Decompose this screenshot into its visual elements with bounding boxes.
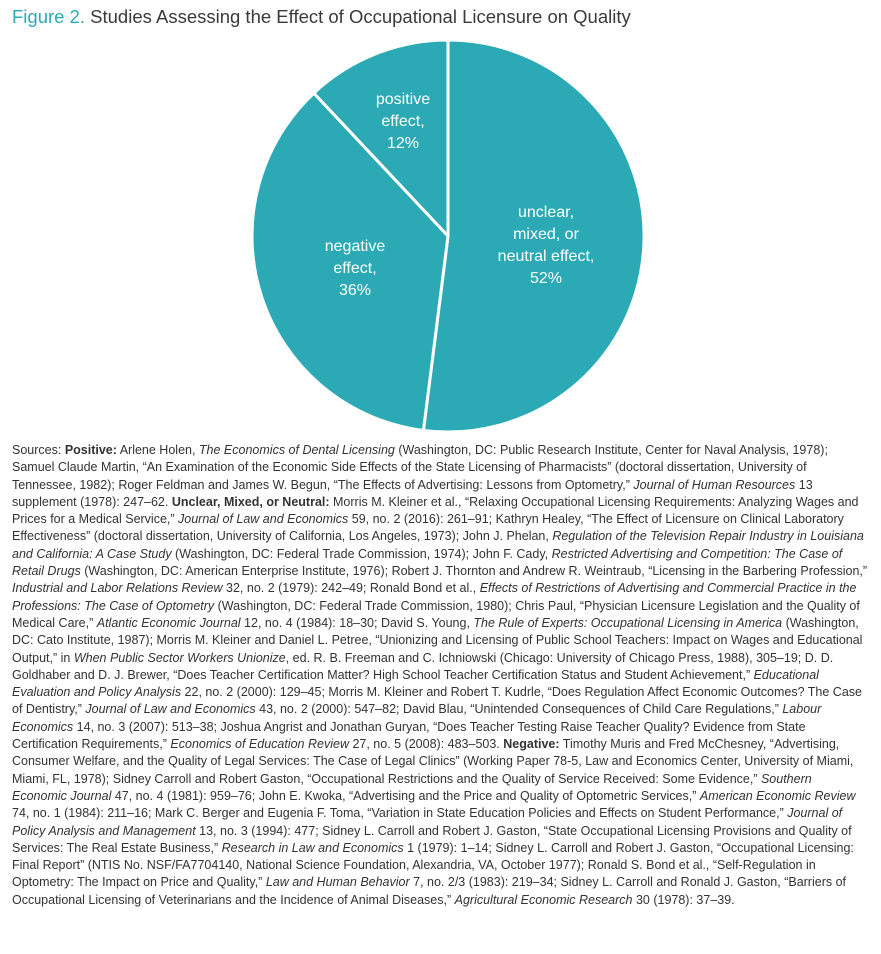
pie-slices [252,40,644,432]
pie-label-unclear: unclear, mixed, or neutral effect, 52% [497,204,595,287]
figure-label: Figure 2. [12,6,86,27]
sources-heading-unclear: Unclear, Mixed, or Neutral: [171,494,330,509]
sources-heading-positive: Positive: [64,443,117,457]
figure-title-text: Studies Assessing the Effect of Occupational Licensure on Quality [90,6,631,27]
sources-note: Sources: Positive: Arlene Holen, The Economics of Dental Licensing (Washington, DC: Public Research Institute, Center for Naval Analysis, 1978); Samuel Claude Martin, “An Examination of the Economic Side Effects of the State Licensing of Pharmacists” (doctoral dissertation, University of Tennessee, 1982); Roger Feldman and James W. Begun, “The Effects of Advertising: Lessons from Optometry,” Journal of Human Resources 13 supplement (1978): 247–62. Unclear, Mixed, or Neutral: Morris M. Kleiner et al., “Relaxing Occupational Licensing Requirements: Analyzing Wages and Prices for a Medical Service,” Journal of Law and Economics 59, no. 2 (2016): 261–91; Kathryn Healey, “The Effect of Licensure on Clinical Laboratory Effectiveness” (doctoral dissertation, University of California, Los Angeles, 1973); John J. Phelan, Regulation of the Television Repair Industry in Louisiana and California: A Case Study (Washington, DC: Federal Trade Commission, 1974); John F. Cady, Restricted Advertising and Competition: The Case of Retail Drugs (Washington, DC: American Enterprise Institute, 1976); Robert J. Thornton and Andrew R. Weintraub, “Licensing in the Barbering Profession,” Industrial and Labor Relations Review 32, no. 2 (1979): 242–49; Ronald Bond et al., Effects of Restrictions of Advertising and Commercial Practice in the Professions: The Case of Optometry (Washington, DC: Federal Trade Commission, 1980); Chris Paul, “Physician Licensure Legislation and the Quality of Medical Care,” Atlantic Economic Journal 12, no. 4 (1984): 18–30; David S. Young, The Rule of Experts: Occupational Licensing in America (Washington, DC: Cato Institute, 1987); Morris M. Kleiner and Daniel L. Petree, “Unionizing and Licensing of Public School Teachers: Impact on Wages and Educational Output,” in When Public Sector Workers Unionize, ed. R. B. Freeman and C. Ichniowski (Chicago: University of Chicago Press, 1988), 305–19; D. D. Goldhaber and D. J. Brewer, “Does Teacher Certification Matter? High School Teacher Certification Status and Student Achievement,” Educational Evaluation and Policy Analysis 22, no. 2 (2000): 129–45; Morris M. Kleiner and Robert T. Kudrle, “Does Regulation Affect Economic Outcomes? The Case of Dentistry,” Journal of Law and Economics 43, no. 2 (2000): 547–82; David Blau, “Unintended Consequences of Child Care Regulations,” Labour Economics 14, no. 3 (2007): 513–38; Joshua Angrist and Jonathan Guryan, “Does Teacher Testing Raise Teacher Quality? Evidence from State Certification Requirements,” Economics of Education Review 27, no. 5 (2008): 483–503. Negative: Timothy Muris and Fred McChesney, “Advertising, Consumer Welfare, and the Quality of Legal Services: The Case of Legal Clinics” (Working Paper 78-5, Law and Economics Center, University of Miami, Miami, FL, 1978); Sidney Carroll and Robert Gaston, “Occupational Restrictions and the Quality of Service Received: Some Evidence,” Southern Economic Journal 47, no. 4 (1981): 959–76; John E. Kwoka, “Advertising and the Price and Quality of Optometric Services,” American Economic Review 74, no. 1 (1984): 211–16; Mark C. Berger and Eugenia F. Toma, “Variation in State Education Policies and Effects on Student Performance,” Journal of Policy Analysis and Management 13, no. 3 (1994): 477; Sidney L. Carroll and Robert J. Gaston, “State Occupational Licensing Provisions and Quality of Services: The Real Estate Business,” Research in Law and Economics 1 (1979): 1–14; Sidney L. Carroll and Robert J. Gaston, “Occupational Licensing: Final Report” (NTIS No. NSF/FA7704140, National Science Foundation, Alexandria, VA, October 1977); Ronald S. Bond et al., “Self-Regulation in Optometry: The Impact on Price and Quality,” Law and Human Behavior 7, no. 2/3 (1983): 219–34; Sidney L. Carroll and Ronald J. Gaston, “Barriers of Occupational Licensing of Veterinarians and the Incidence of Animal Diseases,” Agricultural Economic Research 30 (1978): 37–39. [12,443,868,907]
pie-label-positive: positive effect, 12% [375,91,431,152]
pie-label-negative: negative effect, 36% [324,238,386,299]
sources-heading-negative: Negative: [503,737,560,752]
pie-chart [0,0,881,440]
